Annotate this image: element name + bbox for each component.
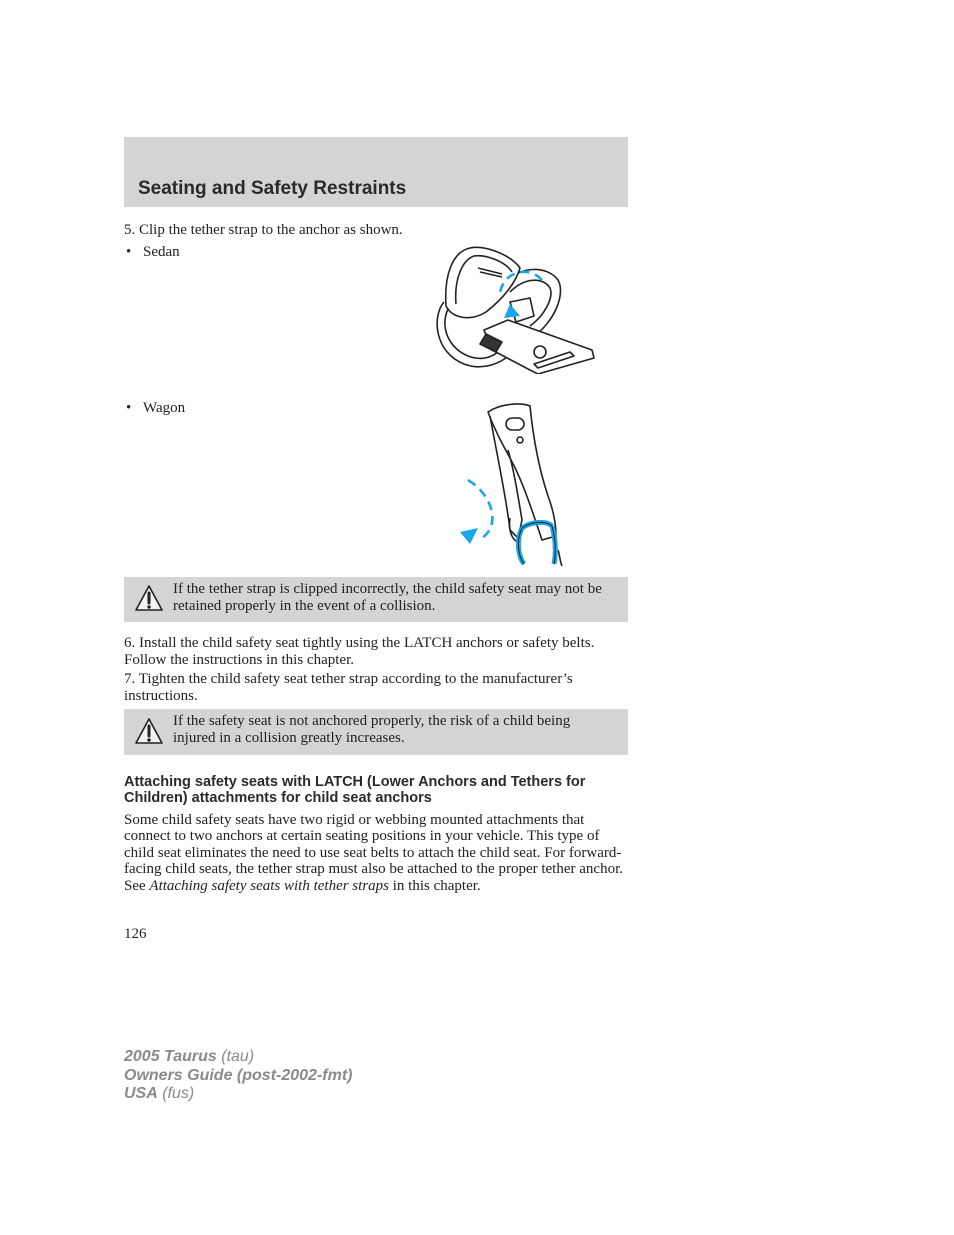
bullet-dot: • xyxy=(126,244,132,260)
latch-para-start: Some child safety seats have two rigid or webbing mounted attachments that connect to two anchors at certain seating positions in your vehicle. This type of child seat eliminates the need to use seat belts to attach the child seat. For forward-facing child seats, the tether strap must also be attached to the proper tether anchor. See xyxy=(124,812,623,894)
bullet-sedan xyxy=(126,244,180,261)
step-5-text: 5. Clip the tether strap to the anchor as shown. xyxy=(124,222,403,238)
latch-heading: Attaching safety seats with LATCH (Lower Anchors and Tethers for Children) attachments for child seat anchors xyxy=(124,774,586,806)
footer-market: USA xyxy=(124,1085,158,1102)
warning-triangle-icon xyxy=(134,584,164,612)
footer-model-code: (tau) xyxy=(216,1048,255,1065)
page-number: 126 xyxy=(124,926,147,942)
footer-model: 2005 Taurus xyxy=(124,1048,217,1065)
latch-body-paragraph xyxy=(124,812,630,894)
footer-market-code: (fus) xyxy=(157,1085,195,1102)
bullet-dot: • xyxy=(126,400,132,416)
bullet-sedan-label: Sedan xyxy=(143,244,180,260)
section-title: Seating and Safety Restraints xyxy=(138,178,407,199)
bullet-wagon-label: Wagon xyxy=(143,400,186,416)
bullet-wagon xyxy=(126,400,185,417)
footer-line-2 xyxy=(124,1067,352,1086)
warning-text-2: If the safety seat is not anchored properly, the risk of a child being injured in a collision greatly increases. xyxy=(173,713,571,746)
warning-triangle-icon xyxy=(134,717,164,745)
wagon-tether-illustration xyxy=(456,400,568,568)
footer-guide: Owners Guide (post-2002-fmt) xyxy=(124,1066,353,1084)
footer-line-1 xyxy=(124,1048,352,1067)
latch-cross-reference: Attaching safety seats with tether straps xyxy=(149,877,389,894)
warning-box-1 xyxy=(124,577,628,622)
document-footer xyxy=(124,1048,352,1104)
step-7-text: 7. Tighten the child safety seat tether strap according to the manufacturer’s instructions. xyxy=(124,671,573,704)
sedan-tether-illustration xyxy=(430,246,598,374)
footer-line-3 xyxy=(124,1085,352,1104)
latch-para-end: in this chapter. xyxy=(389,877,481,894)
warning-text-1: If the tether strap is clipped incorrectly, the child safety seat may not be retained properly in the event of a collision. xyxy=(173,581,602,614)
warning-box-2 xyxy=(124,709,628,755)
step-6-text: 6. Install the child safety seat tightly using the LATCH anchors or safety belts. Follow the instructions in this chapter. xyxy=(124,635,595,668)
